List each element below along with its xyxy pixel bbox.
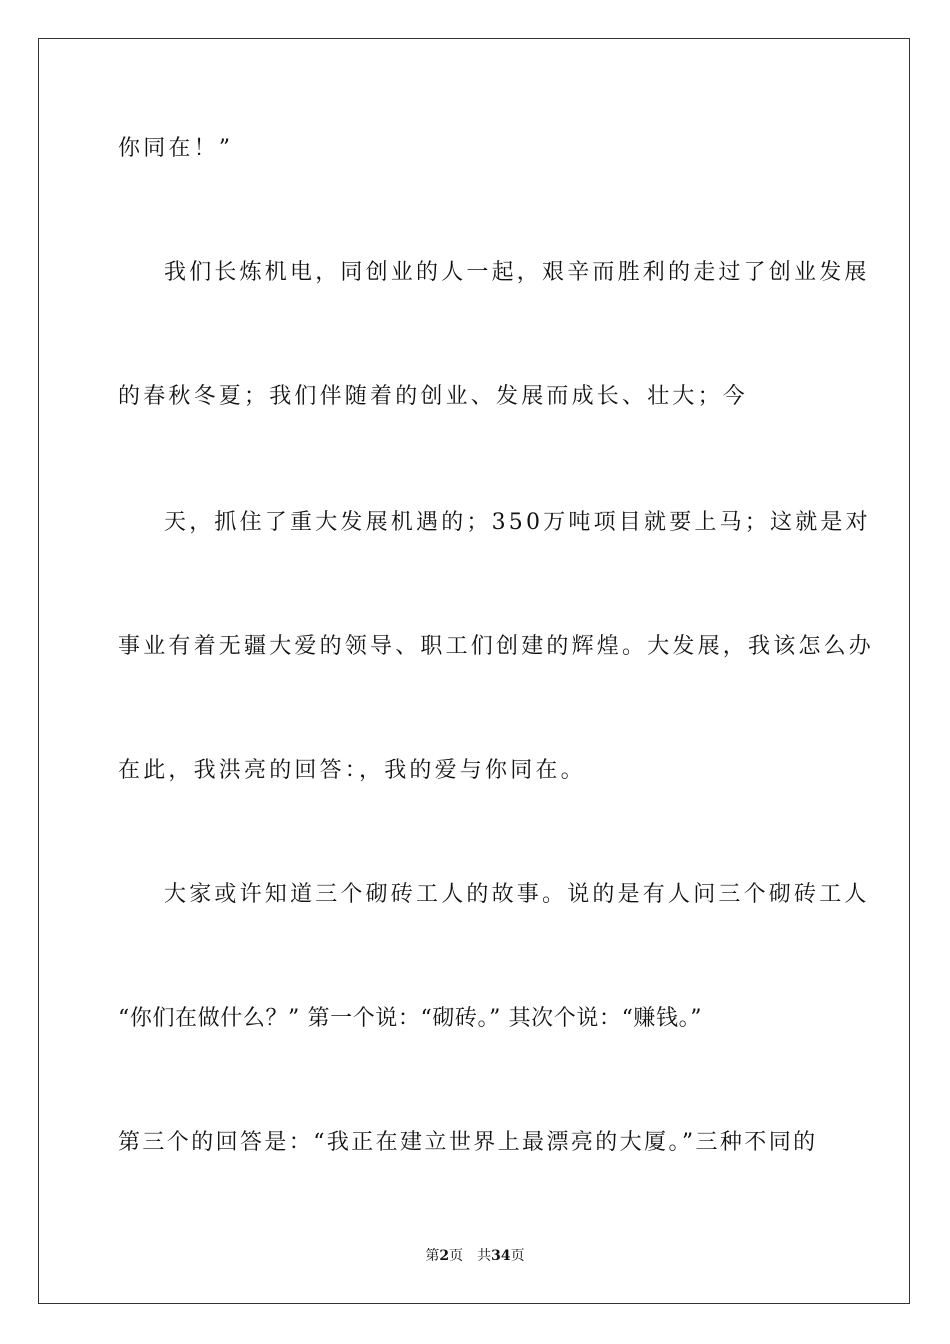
page-prefix: 第 <box>425 1248 440 1264</box>
body-text-line: 在此，我洪亮的回答：，我的爱与你同在。 <box>118 758 586 783</box>
body-text-line: 天，抓住了重大发展机遇的；350万吨项目就要上马；这就是对 <box>164 510 871 535</box>
body-text-line: 事业有着无疆大爱的领导、职工们创建的辉煌。大发展，我该怎么办 <box>118 634 875 659</box>
page-border <box>38 38 910 1304</box>
page-number: 2 <box>439 1248 450 1264</box>
body-text-line: 我们长炼机电，同创业的人一起，艰辛而胜利的走过了创业发展 <box>164 260 870 285</box>
body-text-line: 你同在！” <box>118 136 234 161</box>
total-prefix: 共 <box>477 1248 492 1264</box>
body-text-line: 第三个的回答是：“我正在建立世界上最漂亮的大厦。”三种不同的 <box>118 1130 818 1155</box>
body-text-line: “你们在做什么？” 第一个说：“砌砖。” 其次个说：“赚钱。” <box>118 1006 703 1031</box>
page-suffix: 页 <box>449 1248 464 1264</box>
body-text-line: 大家或许知道三个砌砖工人的故事。说的是有人问三个砌砖工人 <box>164 882 870 907</box>
total-pages: 34 <box>491 1248 511 1264</box>
body-text-line: 的春秋冬夏；我们伴随着的创业、发展而成长、壮大；今 <box>118 384 749 409</box>
total-suffix: 页 <box>510 1248 525 1264</box>
page-footer <box>0 1246 950 1266</box>
